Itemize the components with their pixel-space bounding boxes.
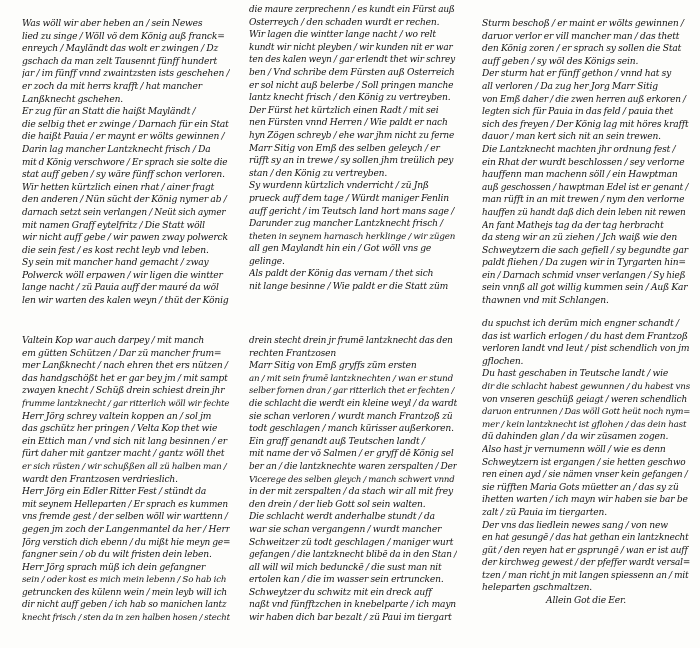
text-line: paldt fliehen / Da zugen wir in Tyrgarten hin= bbox=[482, 258, 686, 269]
text-line: dir die schlacht habest gewunnen / du habest vns bbox=[482, 381, 690, 392]
text-line: die haißt Pauia / er maynt er wölts gewinnen / bbox=[22, 132, 225, 143]
text-line: selber fornen dran / gar ritterlich thet er fechten / bbox=[249, 386, 455, 397]
text-line: ber an / die lantzknechte waren zerspalten / Der bbox=[249, 461, 457, 472]
text-line: Der vns das liedlein newes sang / von new bbox=[482, 520, 668, 531]
text-line: knecht frisch / sten da in zen halben hosen / stecht bbox=[22, 613, 230, 624]
text-line: Wir hetten kürtzlich einen rhat / ainer fragt bbox=[22, 182, 215, 193]
text-column-bottom-middle bbox=[249, 335, 457, 625]
text-line: Herr Jörg schrey valtein koppen an / sol jm bbox=[22, 411, 212, 422]
text-line: güt / den reyen hat er gsprungē / wan er ist auff bbox=[482, 545, 688, 556]
text-line: Er zug für an Statt die haißt Mayländt / bbox=[22, 107, 196, 118]
text-line: den anderen / Nün sücht der König nymer ab / bbox=[22, 195, 227, 206]
text-line: das handgschößt het er gar bey jm / mit sampt bbox=[22, 373, 228, 384]
text-line: sich des freyen / Der König lag mit höres krafft bbox=[482, 119, 689, 130]
text-line: mit d König verschwore / Er sprach sie solte die bbox=[22, 157, 228, 168]
text-line: stan / den König zu vertreyben. bbox=[249, 168, 388, 179]
text-line: Darin lag mancher Lantzknecht frisch / Da bbox=[22, 144, 211, 155]
text-line: Ein graff genandt auß Teutschen landt / bbox=[249, 436, 425, 447]
text-line: Lanßknecht gschehen. bbox=[22, 94, 124, 105]
text-line: thawnen vnd mit Schlangen. bbox=[482, 296, 609, 307]
text-line: fangner sein / ob du wilt fristen dein leben. bbox=[22, 550, 212, 561]
text-line: von vnseren geschüß geiagt / weren schendlich bbox=[482, 394, 688, 405]
text-line: prueck auff dem tage / Würdt maniger Fenlin bbox=[249, 193, 449, 204]
text-line: den drein / der lieb Gott sol sein walten. bbox=[249, 499, 426, 510]
text-line: Polwerck wöll erpawen / wir ligen die wintter bbox=[22, 270, 223, 281]
text-line: Marr Sitig von Emß gryffs züm ersten bbox=[249, 361, 417, 372]
text-line: daruor verlor er vill mancher man / das thett bbox=[482, 31, 680, 42]
text-line: daruon entrunnen / Das wöll Gott heüt noch nym= bbox=[482, 407, 690, 418]
text-line: nen Fürsten vnnd Herren / Wie paldt er nach bbox=[249, 118, 448, 129]
text-line: Was wöll wir aber heben an / sein Newes bbox=[22, 19, 203, 29]
text-line: die maure zerprechenn / es kundt ein Fürst auß bbox=[249, 5, 455, 15]
text-line: Herr Jörg ein Edler Ritter Fest / stündt da bbox=[22, 487, 207, 498]
text-line: mer Lanßknecht / nach ehren thet ers nützen / bbox=[22, 361, 228, 372]
text-line: sein / oder kost es mich mein lebenn / So hab ich bbox=[22, 575, 227, 586]
text-line: darnach setzt sein verlangen / Neüt sich aymer bbox=[22, 207, 226, 218]
text-line: heleparten gschmaltzen. bbox=[482, 583, 593, 594]
text-line: gegen jm zoch der Langenmantel da her / Herr bbox=[22, 524, 230, 535]
text-line: die selbig thet er zwinge / Darnach für ein Stat bbox=[22, 119, 229, 130]
text-line: Sy sein mit mancher hand gemacht / zway bbox=[22, 258, 209, 269]
text-line: ein Ettich man / vnd sich nit lang besinnen / er bbox=[22, 436, 227, 447]
text-line: Als paldt der König das vernam / thet sich bbox=[249, 269, 434, 280]
text-line: theten in seynem harnasch herklinge / wir zügen bbox=[249, 231, 456, 242]
text-line: Schweitzer zü todt geschlagen / maniger wurt bbox=[249, 537, 454, 548]
text-line: enreych / Mayländt das wolt er zwingen / Dz bbox=[22, 44, 219, 55]
text-line: Sy wurdenn kürtzlich vnderricht / zü Jnß bbox=[249, 181, 429, 192]
text-line: hyn Zögen schreyb / ehe war jhm nicht zu ferne bbox=[249, 130, 455, 141]
text-line: den König zoren / er sprach sy sollen die Stat bbox=[482, 44, 682, 55]
text-line: gelinge. bbox=[249, 256, 285, 267]
text-column-top-right bbox=[482, 18, 690, 308]
text-line: en hat gesungē / das hat gethan ein lantzknecht bbox=[482, 533, 689, 544]
text-line: ein Rhat der wurdt beschlossen / sey verlorne bbox=[482, 157, 685, 168]
text-line: getruncken des külenn wein / mein leyb will ich bbox=[22, 587, 227, 598]
text-line: auff geben / sy wöl des Königs sein. bbox=[482, 56, 639, 67]
text-line: Vicerege des selben gleych / manch schwert vnnd bbox=[249, 474, 455, 485]
text-line: die schlacht die werdt ein kleine weyl / da wardt bbox=[249, 398, 457, 409]
text-line: Wir lagen die wintter lange nacht / wo relt bbox=[249, 30, 436, 41]
text-line: Der Fürst het kürtzlich einen Radt / mit sei bbox=[249, 105, 439, 116]
text-line: lantz knecht frisch / den König zu vertreyben. bbox=[249, 93, 451, 104]
text-line: ihetten warten / ich mayn wir haben sie bar be bbox=[482, 495, 688, 506]
text-line: das ist warlich erlogen / du hast dem Frantzoß bbox=[482, 331, 688, 342]
text-line: gschach da man zelt Tausennt fünff hundert bbox=[22, 56, 217, 67]
text-line: todt geschlagen / manch kürisser außerkoren. bbox=[249, 424, 454, 435]
text-line: sie rüfften Maria Gots müetter an / das sy zü bbox=[482, 482, 679, 493]
text-line: wir haben dich bar bezalt / zü Paui im tiergart bbox=[249, 613, 452, 624]
text-column-bottom-right bbox=[482, 318, 690, 608]
text-line: kundt wir nicht pleyben / wir kunden nit er war bbox=[249, 42, 453, 53]
text-line: er sol nicht auß belerbe / Soll pringen manche bbox=[249, 80, 454, 91]
text-line: dauor / man kert sich nit an sein trewen. bbox=[482, 132, 661, 143]
text-line: ertolen kan / die im wasser sein ertruncken. bbox=[249, 575, 444, 586]
text-line: er zoch da mit herrs krafft / hat mancher bbox=[22, 81, 202, 92]
text-line: gflochen. bbox=[482, 356, 524, 367]
text-line: hauffenn man machenn söll / ein Hawptman bbox=[482, 170, 678, 181]
text-line: auff gericht / im Teutsch land hort mans sage / bbox=[249, 206, 455, 217]
text-line: Osterreych / den schaden wurdt er rechen. bbox=[249, 17, 440, 28]
text-line: Schweytzern die sach gefiell / sy begundte gar bbox=[482, 245, 688, 256]
text-line: ten des kalen weyn / gar erlendt thet wir schrey bbox=[249, 55, 455, 66]
text-line: da steng wir an zü ziehen / Jch waiß wie den bbox=[482, 233, 678, 244]
text-line: in der mit zerspalten / da stach wir all mit frey bbox=[249, 487, 453, 498]
text-line: Der sturm hat er fünff gethon / vnnd hat sy bbox=[482, 69, 672, 80]
text-column-top-left bbox=[22, 18, 230, 308]
text-line: Jörg verstich dich ebenn / du mißt hie meyn ge= bbox=[22, 537, 230, 548]
text-line: dir nicht auff geben / ich hab so manichen lantz bbox=[22, 600, 227, 611]
text-line: dü dahinden glan / da wir züsamen zogen. bbox=[482, 432, 669, 443]
text-line: war sie schan vergangenn / wurdt mancher bbox=[249, 524, 442, 535]
text-line: die sein fest / es kost recht leyb vnd leben. bbox=[22, 245, 209, 256]
text-line: Schweytzer du schwitz mit ein dreck auff bbox=[249, 587, 432, 598]
text-line: tzen / man richt jn mit langen spiessenn an / mit bbox=[482, 570, 689, 581]
text-line: von Emß daher / die zwen herren auß erkoren / bbox=[482, 94, 686, 105]
text-line: der kirchweg gewest / der pfeffer wardt versal= bbox=[482, 558, 690, 569]
text-column-top-middle bbox=[249, 4, 457, 294]
text-line: gefangen / die lantzknecht blibē da in den Stan / bbox=[249, 550, 457, 561]
text-line: man rüfft in an mit trewen / nym den verlorne bbox=[482, 195, 685, 206]
text-line: Herr Jörg sprach müß ich dein gefangner bbox=[22, 562, 206, 573]
text-line: mit namen Graff eytelfritz / Die Statt wöll bbox=[22, 220, 205, 231]
text-line: drein stecht drein jr frumē lantzknecht das den bbox=[249, 336, 453, 346]
text-line: Die Lantzknecht machten jhr ordnung fest / bbox=[482, 144, 676, 155]
text-line: wir nicht auff gebe / wir pawen zway polwerck bbox=[22, 233, 228, 244]
text-line: naßt vnd fünfftzchen in knebelparte / ich mayn bbox=[249, 600, 457, 611]
text-line: Sturm beschoß / er maint er wölts gewinnen / bbox=[482, 19, 684, 29]
text-line: mit name der vö Salmen / er gryff dē König sel bbox=[249, 449, 454, 460]
text-line: jar / im fünff vnnd zwaintzsten ists geschehen / bbox=[22, 69, 230, 80]
text-line: stat auff geben / sy wäre fünff schon verloren. bbox=[22, 170, 225, 181]
text-line: ben / Vnd schribe dem Fürsten auß Osterreich bbox=[249, 67, 455, 78]
text-line: rüfft sy an in trewe / sy sollen jhm treülich pey bbox=[249, 156, 454, 167]
text-line: Marr Sitig von Emß des selben geleych / er bbox=[249, 143, 440, 154]
text-line: vns fremde gest / der selben wöll wir warttenn / bbox=[22, 512, 228, 523]
text-line: Du hast geschaben in Teutsche landt / wie bbox=[482, 369, 669, 380]
text-line: verloren landt vnd leut / pist schendlich von jm bbox=[482, 344, 690, 355]
text-line: mer / kein lantzknecht ist gflohen / das dein hast bbox=[482, 419, 687, 430]
text-line: sein vnnß all got willig kummen sein / Auß Kar bbox=[482, 283, 688, 294]
text-line: nit lange besinne / Wie paldt er die Statt züm bbox=[249, 282, 449, 293]
text-line: ein / Darnach schmid vnser verlangen / Sy hieß bbox=[482, 270, 686, 281]
text-line: frumme lantzknecht / gar ritterlich wöll wir fechte bbox=[22, 398, 230, 409]
text-line: das gschütz her pringen / Velta Kop thet wie bbox=[22, 424, 218, 435]
text-line: rechten Frantzosen bbox=[249, 348, 337, 359]
text-line: An fant Mathejs tag da der tag herbracht bbox=[482, 220, 664, 231]
text-line: Die schlacht werdt anderhalbe stundt / da bbox=[249, 512, 435, 523]
text-line: all verloren / Da zug her Jorg Marr Sitig bbox=[482, 81, 658, 92]
text-line: zalt / zü Pauia im tiergarten. bbox=[482, 507, 607, 518]
text-line: mit seynem Helleparten / Er sprach es kummen bbox=[22, 499, 228, 510]
text-line: legten sich für Pauia in das feld / pauia thet bbox=[482, 107, 674, 118]
text-line: all will wil mich bedunckē / die sust man nit bbox=[249, 562, 442, 573]
text-line: ren einen ayd / sie nämen vnser kein gefangen / bbox=[482, 470, 688, 481]
text-line: an / mit sein frumē lantzknechten / wan er stund bbox=[249, 373, 454, 384]
text-line: Also hast jr vernumenn wöll / wie es denn bbox=[482, 444, 666, 455]
text-line: lange nacht / zü Pauia auff der mauré da wöl bbox=[22, 283, 219, 294]
text-line: er sich rüsten / wir schußßen all zü halben man / bbox=[22, 461, 227, 472]
text-line: all gen Maylandt hin ein / Got wöll vns ge bbox=[249, 244, 432, 255]
text-line: du spuchst ich derüm mich engner schandt / bbox=[482, 319, 679, 329]
text-line: zwayen knecht / Schüß drein schiest drein jhr bbox=[22, 386, 225, 397]
text-line: len wir warten des kalen weyn / thüt der König bbox=[22, 296, 229, 307]
text-line: wardt den Frantzosen verdrieslich. bbox=[22, 474, 178, 485]
text-line: sie schan verloren / wurdt manch Frantzoß zü bbox=[249, 411, 453, 422]
text-line: Darunder zug mancher Lantzknecht frisch / bbox=[249, 219, 444, 230]
text-line: Allein Got die Eer. bbox=[546, 596, 626, 607]
text-line: Schweytzern ist ergangen / sie hetten geschwo bbox=[482, 457, 686, 468]
text-line: em gütten Schützen / Dar zü mancher frum= bbox=[22, 348, 222, 359]
text-column-bottom-left bbox=[22, 335, 230, 625]
text-line: Valtein Kop war auch darpey / mit manch bbox=[22, 336, 205, 346]
text-line: lied zu singe / Wöll vö dem König auß franck= bbox=[22, 31, 225, 42]
text-line: hauffen zü handt daß dich dein leben nit rewen bbox=[482, 207, 686, 218]
text-line: auß geschossen / hawptman Edel ist er genant / bbox=[482, 182, 689, 193]
text-line: fürt daher mit gantzer macht / gantz wöll thet bbox=[22, 449, 225, 460]
